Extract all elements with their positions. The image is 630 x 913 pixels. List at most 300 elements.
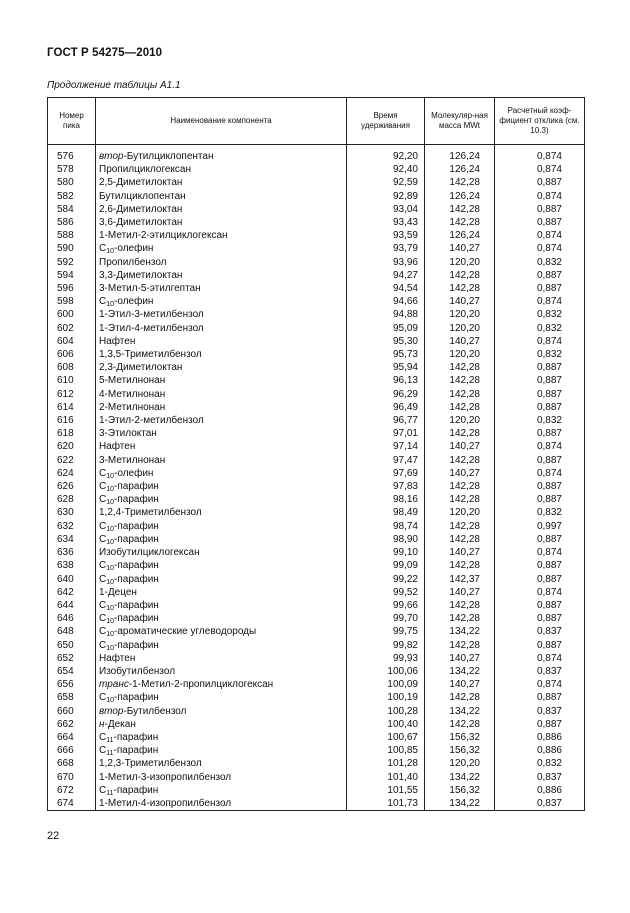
cell-peak-number: 632 xyxy=(48,520,96,533)
cell-retention-time: 93,96 xyxy=(347,256,425,269)
components-table xyxy=(47,97,585,811)
cell-peak-number: 602 xyxy=(48,322,96,335)
cell-molecular-mass: 156,32 xyxy=(425,731,495,744)
cell-molecular-mass: 142,28 xyxy=(425,559,495,572)
cell-response-factor: 0,887 xyxy=(495,559,585,572)
cell-response-factor: 0,837 xyxy=(495,665,585,678)
cell-retention-time: 94,88 xyxy=(347,308,425,321)
table-row xyxy=(48,731,585,744)
table-row xyxy=(48,308,585,321)
cell-response-factor: 0,887 xyxy=(495,573,585,586)
cell-component-name: 1-Децен xyxy=(96,586,347,599)
cell-retention-time: 100,67 xyxy=(347,731,425,744)
cell-retention-time: 99,70 xyxy=(347,612,425,625)
cell-molecular-mass: 142,28 xyxy=(425,480,495,493)
table-row xyxy=(48,150,585,163)
cell-molecular-mass: 142,28 xyxy=(425,176,495,189)
cell-retention-time: 100,09 xyxy=(347,678,425,691)
cell-retention-time: 97,83 xyxy=(347,480,425,493)
cell-molecular-mass: 134,22 xyxy=(425,797,495,811)
cell-molecular-mass: 142,28 xyxy=(425,374,495,387)
cell-component-name: Нафтен xyxy=(96,440,347,453)
cell-response-factor: 0,887 xyxy=(495,176,585,189)
cell-response-factor: 0,874 xyxy=(495,678,585,691)
cell-component-name: $C_{11}$-парафин xyxy=(96,784,347,797)
cell-peak-number: 626 xyxy=(48,480,96,493)
cell-response-factor: 0,874 xyxy=(495,163,585,176)
cell-retention-time: 100,40 xyxy=(347,718,425,731)
cell-molecular-mass: 120,20 xyxy=(425,348,495,361)
cell-molecular-mass: 120,20 xyxy=(425,757,495,770)
cell-response-factor: 0,887 xyxy=(495,269,585,282)
cell-response-factor: 0,874 xyxy=(495,652,585,665)
cell-response-factor: 0,887 xyxy=(495,493,585,506)
cell-molecular-mass: 142,28 xyxy=(425,520,495,533)
cell-component-name: $C_{10}$-парафин xyxy=(96,599,347,612)
cell-molecular-mass: 142,28 xyxy=(425,493,495,506)
table-row xyxy=(48,546,585,559)
cell-component-name: 3-Этилоктан xyxy=(96,427,347,440)
cell-component-name: 1-Этил-4-метилбензол xyxy=(96,322,347,335)
table-row xyxy=(48,599,585,612)
cell-response-factor: 0,887 xyxy=(495,216,585,229)
table-row xyxy=(48,335,585,348)
cell-component-name: $C_{10}$-парафин xyxy=(96,493,347,506)
cell-peak-number: 668 xyxy=(48,757,96,770)
cell-response-factor: 0,887 xyxy=(495,639,585,652)
table-row xyxy=(48,705,585,718)
cell-peak-number: 620 xyxy=(48,440,96,453)
cell-component-name: 3-Метил-5-этилгептан xyxy=(96,282,347,295)
cell-molecular-mass: 142,28 xyxy=(425,639,495,652)
cell-response-factor: 0,887 xyxy=(495,480,585,493)
cell-response-factor: 0,837 xyxy=(495,625,585,638)
table-row xyxy=(48,216,585,229)
cell-retention-time: 100,28 xyxy=(347,705,425,718)
cell-component-name: 2,5-Диметилоктан xyxy=(96,176,347,189)
cell-retention-time: 101,40 xyxy=(347,771,425,784)
cell-response-factor: 0,887 xyxy=(495,533,585,546)
cell-molecular-mass: 142,28 xyxy=(425,361,495,374)
cell-response-factor: 0,886 xyxy=(495,731,585,744)
cell-response-factor: 0,837 xyxy=(495,797,585,811)
cell-molecular-mass: 140,27 xyxy=(425,467,495,480)
cell-component-name: 3,6-Диметилоктан xyxy=(96,216,347,229)
table-header-row xyxy=(48,98,585,145)
cell-response-factor: 0,997 xyxy=(495,520,585,533)
cell-response-factor: 0,887 xyxy=(495,718,585,731)
cell-component-name: 1-Метил-2-этилциклогексан xyxy=(96,229,347,242)
cell-peak-number: 612 xyxy=(48,388,96,401)
table-row xyxy=(48,744,585,757)
cell-retention-time: 99,93 xyxy=(347,652,425,665)
cell-peak-number: 636 xyxy=(48,546,96,559)
cell-response-factor: 0,887 xyxy=(495,401,585,414)
cell-component-name: 1,2,4-Триметилбензол xyxy=(96,506,347,519)
cell-retention-time: 99,09 xyxy=(347,559,425,572)
cell-retention-time: 93,04 xyxy=(347,203,425,216)
table-row xyxy=(48,348,585,361)
cell-peak-number: 614 xyxy=(48,401,96,414)
table-row xyxy=(48,282,585,295)
table-body xyxy=(48,145,585,811)
cell-response-factor: 0,887 xyxy=(495,454,585,467)
cell-component-name: транс-1-Метил-2-пропилциклогексан xyxy=(96,678,347,691)
cell-retention-time: 94,54 xyxy=(347,282,425,295)
cell-retention-time: 97,01 xyxy=(347,427,425,440)
cell-molecular-mass: 142,28 xyxy=(425,203,495,216)
cell-component-name: 1,2,3-Триметилбензол xyxy=(96,757,347,770)
table-row xyxy=(48,190,585,203)
cell-response-factor: 0,832 xyxy=(495,506,585,519)
cell-molecular-mass: 140,27 xyxy=(425,546,495,559)
table-row xyxy=(48,652,585,665)
cell-molecular-mass: 120,20 xyxy=(425,506,495,519)
cell-retention-time: 93,43 xyxy=(347,216,425,229)
cell-peak-number: 652 xyxy=(48,652,96,665)
cell-retention-time: 92,59 xyxy=(347,176,425,189)
cell-component-name: Нафтен xyxy=(96,652,347,665)
cell-peak-number: 588 xyxy=(48,229,96,242)
cell-component-name: $C_{10}$-ароматические углеводороды xyxy=(96,625,347,638)
cell-retention-time: 100,19 xyxy=(347,691,425,704)
cell-response-factor: 0,874 xyxy=(495,190,585,203)
cell-response-factor: 0,887 xyxy=(495,282,585,295)
cell-response-factor: 0,887 xyxy=(495,203,585,216)
cell-peak-number: 578 xyxy=(48,163,96,176)
cell-molecular-mass: 126,24 xyxy=(425,163,495,176)
cell-molecular-mass: 142,28 xyxy=(425,401,495,414)
cell-peak-number: 624 xyxy=(48,467,96,480)
table-caption: Продолжение таблицы А1.1 xyxy=(47,80,181,91)
cell-molecular-mass: 142,28 xyxy=(425,269,495,282)
table-row xyxy=(48,401,585,414)
cell-component-name: 1-Метил-3-изопропилбензол xyxy=(96,771,347,784)
cell-molecular-mass: 126,24 xyxy=(425,229,495,242)
cell-peak-number: 586 xyxy=(48,216,96,229)
cell-component-name: Изобутилбензол xyxy=(96,665,347,678)
col-header-molecular-mass: Молекуляр-ная масса MWt xyxy=(425,98,495,145)
cell-retention-time: 98,49 xyxy=(347,506,425,519)
cell-response-factor: 0,887 xyxy=(495,427,585,440)
cell-retention-time: 100,06 xyxy=(347,665,425,678)
cell-component-name: 4-Метилнонан xyxy=(96,388,347,401)
cell-retention-time: 99,22 xyxy=(347,573,425,586)
table-row xyxy=(48,229,585,242)
cell-component-name: 2,3-Диметилоктан xyxy=(96,361,347,374)
cell-response-factor: 0,874 xyxy=(495,150,585,163)
cell-peak-number: 582 xyxy=(48,190,96,203)
cell-peak-number: 596 xyxy=(48,282,96,295)
cell-peak-number: 606 xyxy=(48,348,96,361)
table-row xyxy=(48,625,585,638)
cell-retention-time: 101,55 xyxy=(347,784,425,797)
cell-component-name: $C_{10}$-парафин xyxy=(96,691,347,704)
cell-peak-number: 580 xyxy=(48,176,96,189)
cell-molecular-mass: 140,27 xyxy=(425,242,495,255)
cell-peak-number: 654 xyxy=(48,665,96,678)
cell-component-name: 3,3-Диметилоктан xyxy=(96,269,347,282)
cell-retention-time: 92,89 xyxy=(347,190,425,203)
col-header-retention-time: Время удерживания xyxy=(347,98,425,145)
cell-molecular-mass: 142,28 xyxy=(425,427,495,440)
cell-molecular-mass: 140,27 xyxy=(425,335,495,348)
cell-molecular-mass: 156,32 xyxy=(425,784,495,797)
cell-component-name: 1-Метил-4-изопропилбензол xyxy=(96,797,347,811)
cell-retention-time: 101,28 xyxy=(347,757,425,770)
cell-response-factor: 0,832 xyxy=(495,757,585,770)
cell-molecular-mass: 120,20 xyxy=(425,322,495,335)
cell-peak-number: 674 xyxy=(48,797,96,811)
cell-response-factor: 0,874 xyxy=(495,335,585,348)
cell-response-factor: 0,887 xyxy=(495,612,585,625)
cell-molecular-mass: 142,28 xyxy=(425,388,495,401)
cell-peak-number: 592 xyxy=(48,256,96,269)
table-row xyxy=(48,506,585,519)
cell-response-factor: 0,832 xyxy=(495,256,585,269)
cell-component-name: Пропилциклогексан xyxy=(96,163,347,176)
cell-peak-number: 662 xyxy=(48,718,96,731)
cell-peak-number: 658 xyxy=(48,691,96,704)
cell-component-name: Бутилциклопентан xyxy=(96,190,347,203)
cell-retention-time: 99,82 xyxy=(347,639,425,652)
cell-component-name: $C_{10}$-олефин xyxy=(96,242,347,255)
cell-peak-number: 576 xyxy=(48,150,96,163)
cell-retention-time: 99,10 xyxy=(347,546,425,559)
cell-response-factor: 0,874 xyxy=(495,295,585,308)
cell-molecular-mass: 140,27 xyxy=(425,652,495,665)
cell-molecular-mass: 134,22 xyxy=(425,625,495,638)
cell-molecular-mass: 134,22 xyxy=(425,705,495,718)
cell-response-factor: 0,832 xyxy=(495,322,585,335)
cell-retention-time: 95,94 xyxy=(347,361,425,374)
table-row xyxy=(48,639,585,652)
cell-retention-time: 98,90 xyxy=(347,533,425,546)
cell-molecular-mass: 142,28 xyxy=(425,599,495,612)
cell-component-name: $C_{10}$-олефин xyxy=(96,467,347,480)
cell-component-name: 3-Метилнонан xyxy=(96,454,347,467)
cell-molecular-mass: 140,27 xyxy=(425,678,495,691)
table-row xyxy=(48,242,585,255)
cell-molecular-mass: 120,20 xyxy=(425,414,495,427)
cell-retention-time: 97,47 xyxy=(347,454,425,467)
table-row xyxy=(48,559,585,572)
table-row xyxy=(48,322,585,335)
cell-component-name: $C_{10}$-парафин xyxy=(96,612,347,625)
page-number: 22 xyxy=(47,830,60,842)
cell-retention-time: 97,69 xyxy=(347,467,425,480)
cell-response-factor: 0,874 xyxy=(495,586,585,599)
cell-response-factor: 0,887 xyxy=(495,599,585,612)
cell-retention-time: 99,75 xyxy=(347,625,425,638)
cell-retention-time: 101,73 xyxy=(347,797,425,811)
cell-component-name: н-Декан xyxy=(96,718,347,731)
cell-component-name: Пропилбензол xyxy=(96,256,347,269)
cell-response-factor: 0,887 xyxy=(495,374,585,387)
cell-component-name: 1-Этил-3-метилбензол xyxy=(96,308,347,321)
cell-molecular-mass: 142,28 xyxy=(425,718,495,731)
table-row xyxy=(48,163,585,176)
cell-peak-number: 610 xyxy=(48,374,96,387)
cell-component-name: $C_{10}$-парафин xyxy=(96,480,347,493)
cell-response-factor: 0,887 xyxy=(495,691,585,704)
table-row xyxy=(48,797,585,811)
cell-component-name: $C_{11}$-парафин xyxy=(96,731,347,744)
cell-peak-number: 670 xyxy=(48,771,96,784)
table-row xyxy=(48,520,585,533)
table-row xyxy=(48,493,585,506)
cell-retention-time: 94,27 xyxy=(347,269,425,282)
cell-response-factor: 0,887 xyxy=(495,388,585,401)
table-row xyxy=(48,203,585,216)
cell-peak-number: 660 xyxy=(48,705,96,718)
cell-molecular-mass: 140,27 xyxy=(425,295,495,308)
table-row xyxy=(48,533,585,546)
cell-component-name: 1-Этил-2-метилбензол xyxy=(96,414,347,427)
cell-retention-time: 93,79 xyxy=(347,242,425,255)
cell-peak-number: 584 xyxy=(48,203,96,216)
table-row xyxy=(48,573,585,586)
cell-retention-time: 98,16 xyxy=(347,493,425,506)
cell-retention-time: 96,77 xyxy=(347,414,425,427)
cell-response-factor: 0,874 xyxy=(495,229,585,242)
cell-molecular-mass: 142,37 xyxy=(425,573,495,586)
cell-component-name: Изобутилциклогексан xyxy=(96,546,347,559)
table-row xyxy=(48,414,585,427)
cell-molecular-mass: 140,27 xyxy=(425,586,495,599)
cell-molecular-mass: 134,22 xyxy=(425,771,495,784)
cell-peak-number: 640 xyxy=(48,573,96,586)
table-row xyxy=(48,612,585,625)
cell-molecular-mass: 142,28 xyxy=(425,691,495,704)
cell-retention-time: 96,13 xyxy=(347,374,425,387)
col-header-component-name: Наименование компонента xyxy=(96,98,347,145)
cell-molecular-mass: 126,24 xyxy=(425,150,495,163)
cell-retention-time: 99,52 xyxy=(347,586,425,599)
cell-component-name: втор-Бутилбензол xyxy=(96,705,347,718)
cell-peak-number: 672 xyxy=(48,784,96,797)
table-row xyxy=(48,440,585,453)
cell-molecular-mass: 126,24 xyxy=(425,190,495,203)
cell-peak-number: 648 xyxy=(48,625,96,638)
table-row xyxy=(48,361,585,374)
table-row xyxy=(48,467,585,480)
cell-molecular-mass: 134,22 xyxy=(425,665,495,678)
cell-component-name: $C_{10}$-олефин xyxy=(96,295,347,308)
cell-molecular-mass: 156,32 xyxy=(425,744,495,757)
table-row xyxy=(48,295,585,308)
cell-peak-number: 590 xyxy=(48,242,96,255)
table-row xyxy=(48,269,585,282)
table-row xyxy=(48,691,585,704)
cell-response-factor: 0,887 xyxy=(495,361,585,374)
cell-response-factor: 0,874 xyxy=(495,242,585,255)
cell-molecular-mass: 120,20 xyxy=(425,308,495,321)
cell-component-name: $C_{10}$-парафин xyxy=(96,533,347,546)
cell-response-factor: 0,832 xyxy=(495,308,585,321)
table-row xyxy=(48,771,585,784)
cell-peak-number: 642 xyxy=(48,586,96,599)
cell-component-name: $C_{10}$-парафин xyxy=(96,520,347,533)
cell-peak-number: 608 xyxy=(48,361,96,374)
cell-peak-number: 600 xyxy=(48,308,96,321)
table-row xyxy=(48,678,585,691)
cell-retention-time: 93,59 xyxy=(347,229,425,242)
cell-component-name: $C_{10}$-парафин xyxy=(96,573,347,586)
cell-retention-time: 99,66 xyxy=(347,599,425,612)
cell-response-factor: 0,832 xyxy=(495,414,585,427)
table-row xyxy=(48,784,585,797)
cell-peak-number: 622 xyxy=(48,454,96,467)
cell-molecular-mass: 142,28 xyxy=(425,454,495,467)
cell-peak-number: 594 xyxy=(48,269,96,282)
cell-response-factor: 0,832 xyxy=(495,348,585,361)
table-row xyxy=(48,388,585,401)
table-row xyxy=(48,256,585,269)
cell-retention-time: 100,85 xyxy=(347,744,425,757)
cell-component-name: 2,6-Диметилоктан xyxy=(96,203,347,216)
cell-molecular-mass: 142,28 xyxy=(425,282,495,295)
cell-component-name: $C_{10}$-парафин xyxy=(96,639,347,652)
table-row xyxy=(48,374,585,387)
cell-retention-time: 98,74 xyxy=(347,520,425,533)
cell-retention-time: 95,73 xyxy=(347,348,425,361)
cell-peak-number: 644 xyxy=(48,599,96,612)
cell-response-factor: 0,837 xyxy=(495,771,585,784)
cell-component-name: втор-Бутилциклопентан xyxy=(96,150,347,163)
cell-peak-number: 638 xyxy=(48,559,96,572)
cell-component-name: 1,3,5-Триметилбензол xyxy=(96,348,347,361)
cell-molecular-mass: 140,27 xyxy=(425,440,495,453)
cell-component-name: 5-Метилнонан xyxy=(96,374,347,387)
cell-response-factor: 0,837 xyxy=(495,705,585,718)
cell-peak-number: 656 xyxy=(48,678,96,691)
cell-peak-number: 646 xyxy=(48,612,96,625)
cell-retention-time: 96,29 xyxy=(347,388,425,401)
cell-retention-time: 92,40 xyxy=(347,163,425,176)
cell-response-factor: 0,886 xyxy=(495,784,585,797)
table-row xyxy=(48,665,585,678)
cell-peak-number: 628 xyxy=(48,493,96,506)
cell-peak-number: 650 xyxy=(48,639,96,652)
cell-peak-number: 598 xyxy=(48,295,96,308)
cell-peak-number: 666 xyxy=(48,744,96,757)
table-row xyxy=(48,718,585,731)
cell-retention-time: 95,09 xyxy=(347,322,425,335)
table-row xyxy=(48,586,585,599)
table-row xyxy=(48,480,585,493)
cell-peak-number: 618 xyxy=(48,427,96,440)
cell-component-name: $C_{10}$-парафин xyxy=(96,559,347,572)
col-header-peak-number: Номер пика xyxy=(48,98,96,145)
cell-molecular-mass: 120,20 xyxy=(425,256,495,269)
cell-retention-time: 94,66 xyxy=(347,295,425,308)
cell-molecular-mass: 142,28 xyxy=(425,533,495,546)
cell-response-factor: 0,874 xyxy=(495,440,585,453)
table-row xyxy=(48,176,585,189)
cell-molecular-mass: 142,28 xyxy=(425,612,495,625)
cell-response-factor: 0,874 xyxy=(495,467,585,480)
cell-response-factor: 0,886 xyxy=(495,744,585,757)
cell-retention-time: 92,20 xyxy=(347,150,425,163)
cell-response-factor: 0,874 xyxy=(495,546,585,559)
cell-component-name: Нафтен xyxy=(96,335,347,348)
table-row xyxy=(48,454,585,467)
cell-retention-time: 96,49 xyxy=(347,401,425,414)
cell-peak-number: 604 xyxy=(48,335,96,348)
cell-component-name: $C_{11}$-парафин xyxy=(96,744,347,757)
cell-component-name: 2-Метилнонан xyxy=(96,401,347,414)
